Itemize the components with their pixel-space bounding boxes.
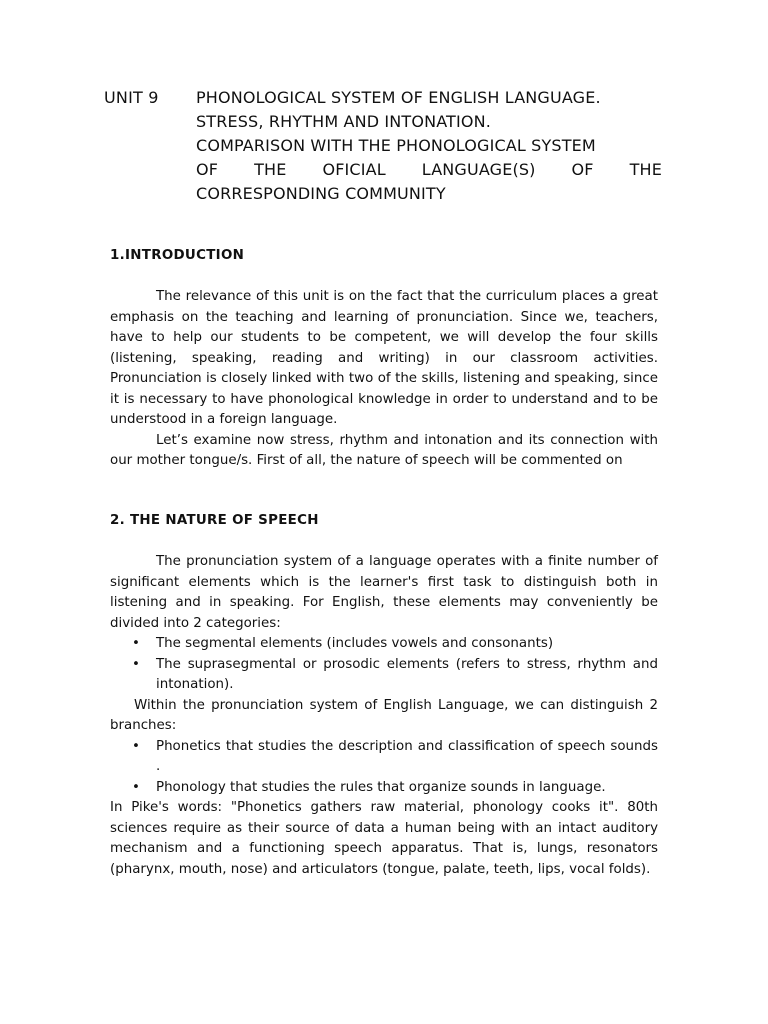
nature-paragraph: The pronunciation system of a language operates with a finite number of significant elements which is the learner's first task to distinguish both in listening and in speaking. For English, these elements may conveniently be divided into 2 categories: bbox=[110, 554, 658, 631]
bullet-icon: • bbox=[132, 779, 140, 795]
unit-label: UNIT 9 bbox=[104, 88, 159, 107]
bullet-icon: • bbox=[132, 636, 140, 651]
segment-categories-list bbox=[110, 634, 658, 696]
introduction-paragraph: The relevance of this unit is on the fact that the curriculum places a great emphasis on the teaching and learning of pronunciation. Since we, teachers, have to help our students to be competent, we will develop the four skills (listening, speaking, reading and writing) in our classroom activities. Pronunciation is closely linked with two of the skills, listening and speaking, since it is necessary to have phonological knowledge in order to understand and to be understood in a foreign language. bbox=[110, 289, 658, 427]
list-item-text: Phonetics that studies the description and classification of speech sounds . bbox=[156, 738, 658, 774]
introduction-heading: 1.INTRODUCTION bbox=[110, 248, 245, 263]
list-item bbox=[110, 655, 658, 696]
list-item-text: Phonology that studies the rules that organize sounds in language. bbox=[156, 779, 606, 795]
list-item-text: The suprasegmental or prosodic elements (refers to stress, rhythm and intonation). bbox=[156, 656, 658, 692]
nature-of-speech-section bbox=[110, 552, 658, 880]
introduction-paragraph: Let’s examine now stress, rhythm and intonation and its connection with our mother tongue/s. First of all, the nature of speech will be commented on bbox=[110, 432, 658, 468]
list-item bbox=[110, 778, 658, 799]
list-item-text: The segmental elements (includes vowels and consonants) bbox=[156, 636, 554, 651]
branches-list bbox=[110, 737, 658, 799]
introduction-section bbox=[110, 287, 658, 472]
nature-paragraph: In Pike's words: "Phonetics gathers raw material, phonology cooks it". 80th sciences require as their source of data a human being with an intact auditory mechanism and a functioning speech apparatus. That is, lungs, resonators (pharynx, mouth, nose) and articulators (tongue, palate, teeth, lips, vocal folds). bbox=[110, 800, 658, 877]
nature-paragraph: Within the pronunciation system of English Language, we can distinguish 2 branches: bbox=[110, 697, 658, 733]
unit-title bbox=[196, 86, 662, 206]
unit-title-line: STRESS, RHYTHM AND INTONATION. bbox=[196, 112, 491, 131]
nature-of-speech-heading: 2. THE NATURE OF SPEECH bbox=[110, 513, 319, 528]
unit-title-line: PHONOLOGICAL SYSTEM OF ENGLISH LANGUAGE. bbox=[196, 88, 601, 107]
list-item bbox=[110, 634, 658, 655]
list-item bbox=[110, 737, 658, 778]
unit-title-line: COMPARISON WITH THE PHONOLOGICAL SYSTEM bbox=[196, 136, 596, 155]
unit-title-line: OF THE OFICIAL LANGUAGE(S) OF THE bbox=[196, 160, 662, 179]
unit-title-line: CORRESPONDING COMMUNITY bbox=[196, 184, 446, 203]
bullet-icon: • bbox=[132, 656, 140, 672]
bullet-icon: • bbox=[132, 738, 140, 754]
